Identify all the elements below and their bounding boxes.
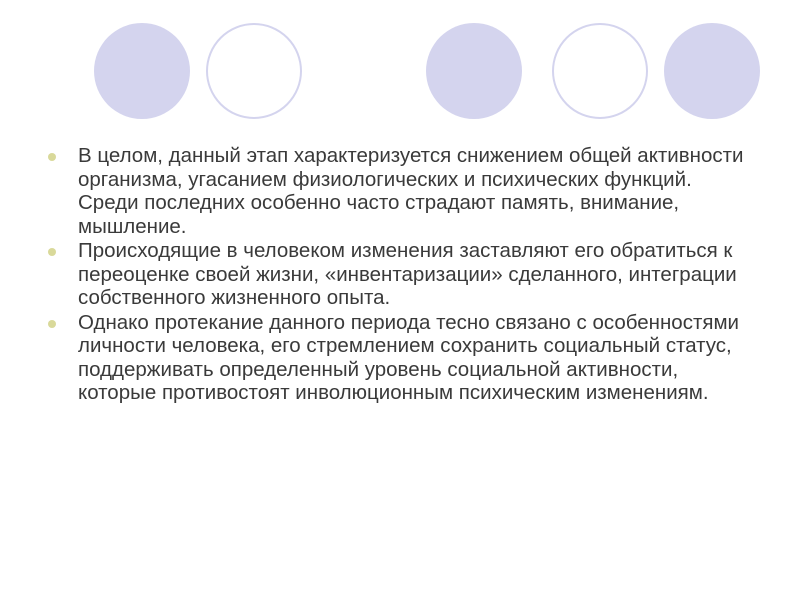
bullet-list: [46, 144, 756, 406]
decorative-circle-outlined: [552, 23, 648, 119]
bullet-dot-icon: [48, 320, 56, 328]
bullet-dot-icon: [48, 248, 56, 256]
decorative-circle-filled: [94, 23, 190, 119]
decorative-circle-outlined: [206, 23, 302, 119]
decorative-circle-filled: [664, 23, 760, 119]
bullet-text: Происходящие в человеком изменения заставляют его обратиться к переоценке своей жизни, «инвентаризации» сделанного, интеграции собственного жизненного опыта.: [78, 239, 737, 309]
bullet-item: [46, 311, 756, 405]
bullet-text: В целом, данный этап характеризуется снижением общей активности организма, угасанием физиологических и психических функций. Среди последних особенно часто страдают память, внимание, мышление.: [78, 144, 744, 238]
decorative-circle-filled: [426, 23, 522, 119]
bullet-item: [46, 144, 756, 238]
bullet-item: [46, 239, 756, 310]
bullet-dot-icon: [48, 153, 56, 161]
bullet-text: Однако протекание данного периода тесно связано с особенностями личности человека, его стремлением сохранить социальный статус, поддерживать определенный уровень социальной активности, которые противостоят инволюционным психическим изменениям.: [78, 310, 739, 404]
